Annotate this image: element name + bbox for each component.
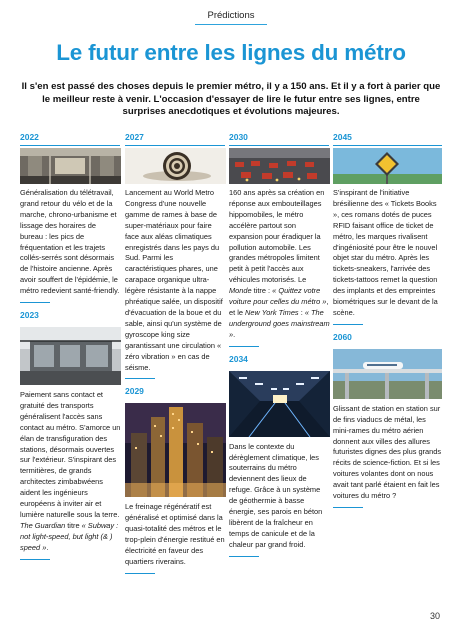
entry-2060-text: Glissant de station en station sur de fins viaducs de métal, les mini-rames du métro aérien donnent aux villes des allures futuristes dignes des plus grands récits de science-fiction. Et si les voitures volantes dont on nous avait tant parlé étaient en fait les voitures du métro ?	[333, 403, 442, 501]
year-2027-label: 2027	[125, 132, 144, 142]
entry-2045-text: S'inspirant de l'initiative brésilienne des « Tickets Books », ces romans dotés de puces RFID faisant office de ticket de métro, les marques rivalisent d'ingéniosité pour être le nouvel objet star du métro. Après les tickets-sneakers, l'arrivée des tickets-tattoos remet la question des implants et des empreintes biométriques sur le devant de la scène.	[333, 188, 438, 317]
column-2045	[333, 188, 442, 515]
year-2045-rule	[333, 145, 442, 146]
station-facade-photo	[20, 327, 121, 385]
snail-shell-photo	[125, 148, 226, 184]
entry-divider	[20, 559, 50, 560]
ticket-sign-photo	[333, 148, 442, 184]
year-2022-rule	[20, 145, 120, 146]
entry-2027-text: Lancement au World Metro Congress d'une nouvelle gamme de rames à base de super-matériaux pour faire face aux aléas climatiques enregistrés dans les pays du Sud. Parmi les caractéristiques phares, une carapace organique ultra-légère résistante à la nappe phréatique salée, un dispositif d'évacuation de la boue et du sable, ainsi qu'un système de gyroscope king size garantissant une circulation « zéro vibration » en cas de séisme.	[125, 188, 223, 372]
year-2030-rule	[229, 145, 329, 146]
column-2022	[20, 188, 121, 567]
section-label: Prédictions	[207, 10, 255, 21]
year-2060-label: 2060	[333, 331, 352, 342]
traffic-jam-photo	[229, 148, 330, 184]
entry-divider	[229, 556, 259, 557]
year-2030-label: 2030	[229, 132, 248, 142]
column-2027	[125, 188, 226, 581]
entry-divider	[333, 324, 363, 325]
intro-paragraph: Il s'en est passé des choses depuis le premier métro, il y a 150 ans. Et il y a fort à parier que le meilleur reste à venir. L'occasion d'essayer de lire le futur entre ses lignes, entre surprises anecdotiques et évolutions majeures.	[21, 81, 441, 117]
metro-interior-photo	[20, 148, 121, 184]
page-title: Le futur entre les lignes du métro	[56, 40, 406, 65]
year-2022-label: 2022	[20, 132, 39, 142]
year-2034-label: 2034	[229, 353, 248, 364]
entry-2034-text: Dans le contexte du dérèglement climatique, les souterrains du métro deviennent des lieux de refuge. Grâce à un système de géothermie à basse énergie, ses parois en béton libèrent de la fraîcheur en temps de canicule et de la chaleur par grand froid.	[229, 441, 323, 549]
city-tower-night-photo	[125, 403, 226, 497]
year-2029-label: 2029	[125, 386, 144, 397]
entry-2023-text: Paiement sans contact et gratuité des transports généralisent l'accès sans contact au métro. S'amorce un élan de transfiguration des stations, désormais ouvertes sur l'extérieur. S'inspirant des termitières, de grands architectes zimbabwéens aident les ingénieurs européens à inviter air et lumière naturelle sous la terre. The Guardian titre « Subway : not light-speed, but light (& ) speed ».	[20, 389, 121, 552]
column-2030	[229, 188, 330, 564]
entry-divider	[125, 573, 155, 574]
entry-divider	[229, 346, 259, 347]
year-2027-rule	[125, 145, 225, 146]
entry-2029-text: Le freinage régénératif est généralisé et optimisé dans la quasi-totalité des métros et le trop-plein d'énergie restitué en électricité en faveur des quartiers riverains.	[125, 502, 225, 566]
entry-2030-text: 160 ans après sa création en réponse aux embouteillages hippomobiles, le métro accélère partout son expansion pour éradiquer la pollution automobile. Les grandes métropoles limitent petit à petit l'accès aux véhicules motorisés. Le Monde titre : « Quittez votre voiture pour celles du métro », et le New York Times : « The underground goes mainstream ».	[229, 188, 330, 339]
section-underline	[195, 24, 267, 25]
entry-divider	[333, 507, 363, 508]
page-number: 30	[430, 611, 441, 621]
year-2023-label: 2023	[20, 310, 39, 321]
year-2045-label: 2045	[333, 132, 352, 142]
entry-2022-text: Généralisation du télétravail, grand retour du vélo et de la marche, chrono-urbanisme et lissage des horaires de bureau : les pics de fréquentation et les trajets collés-serrés sont désormais de l'histoire ancienne. Après avoir souffert de l'épidémie, le métro redevient santé-friendly.	[20, 188, 120, 296]
station-lights-photo	[229, 371, 330, 437]
entry-divider	[125, 378, 155, 379]
entry-divider	[20, 302, 50, 303]
elevated-viaduct-photo	[333, 349, 442, 399]
